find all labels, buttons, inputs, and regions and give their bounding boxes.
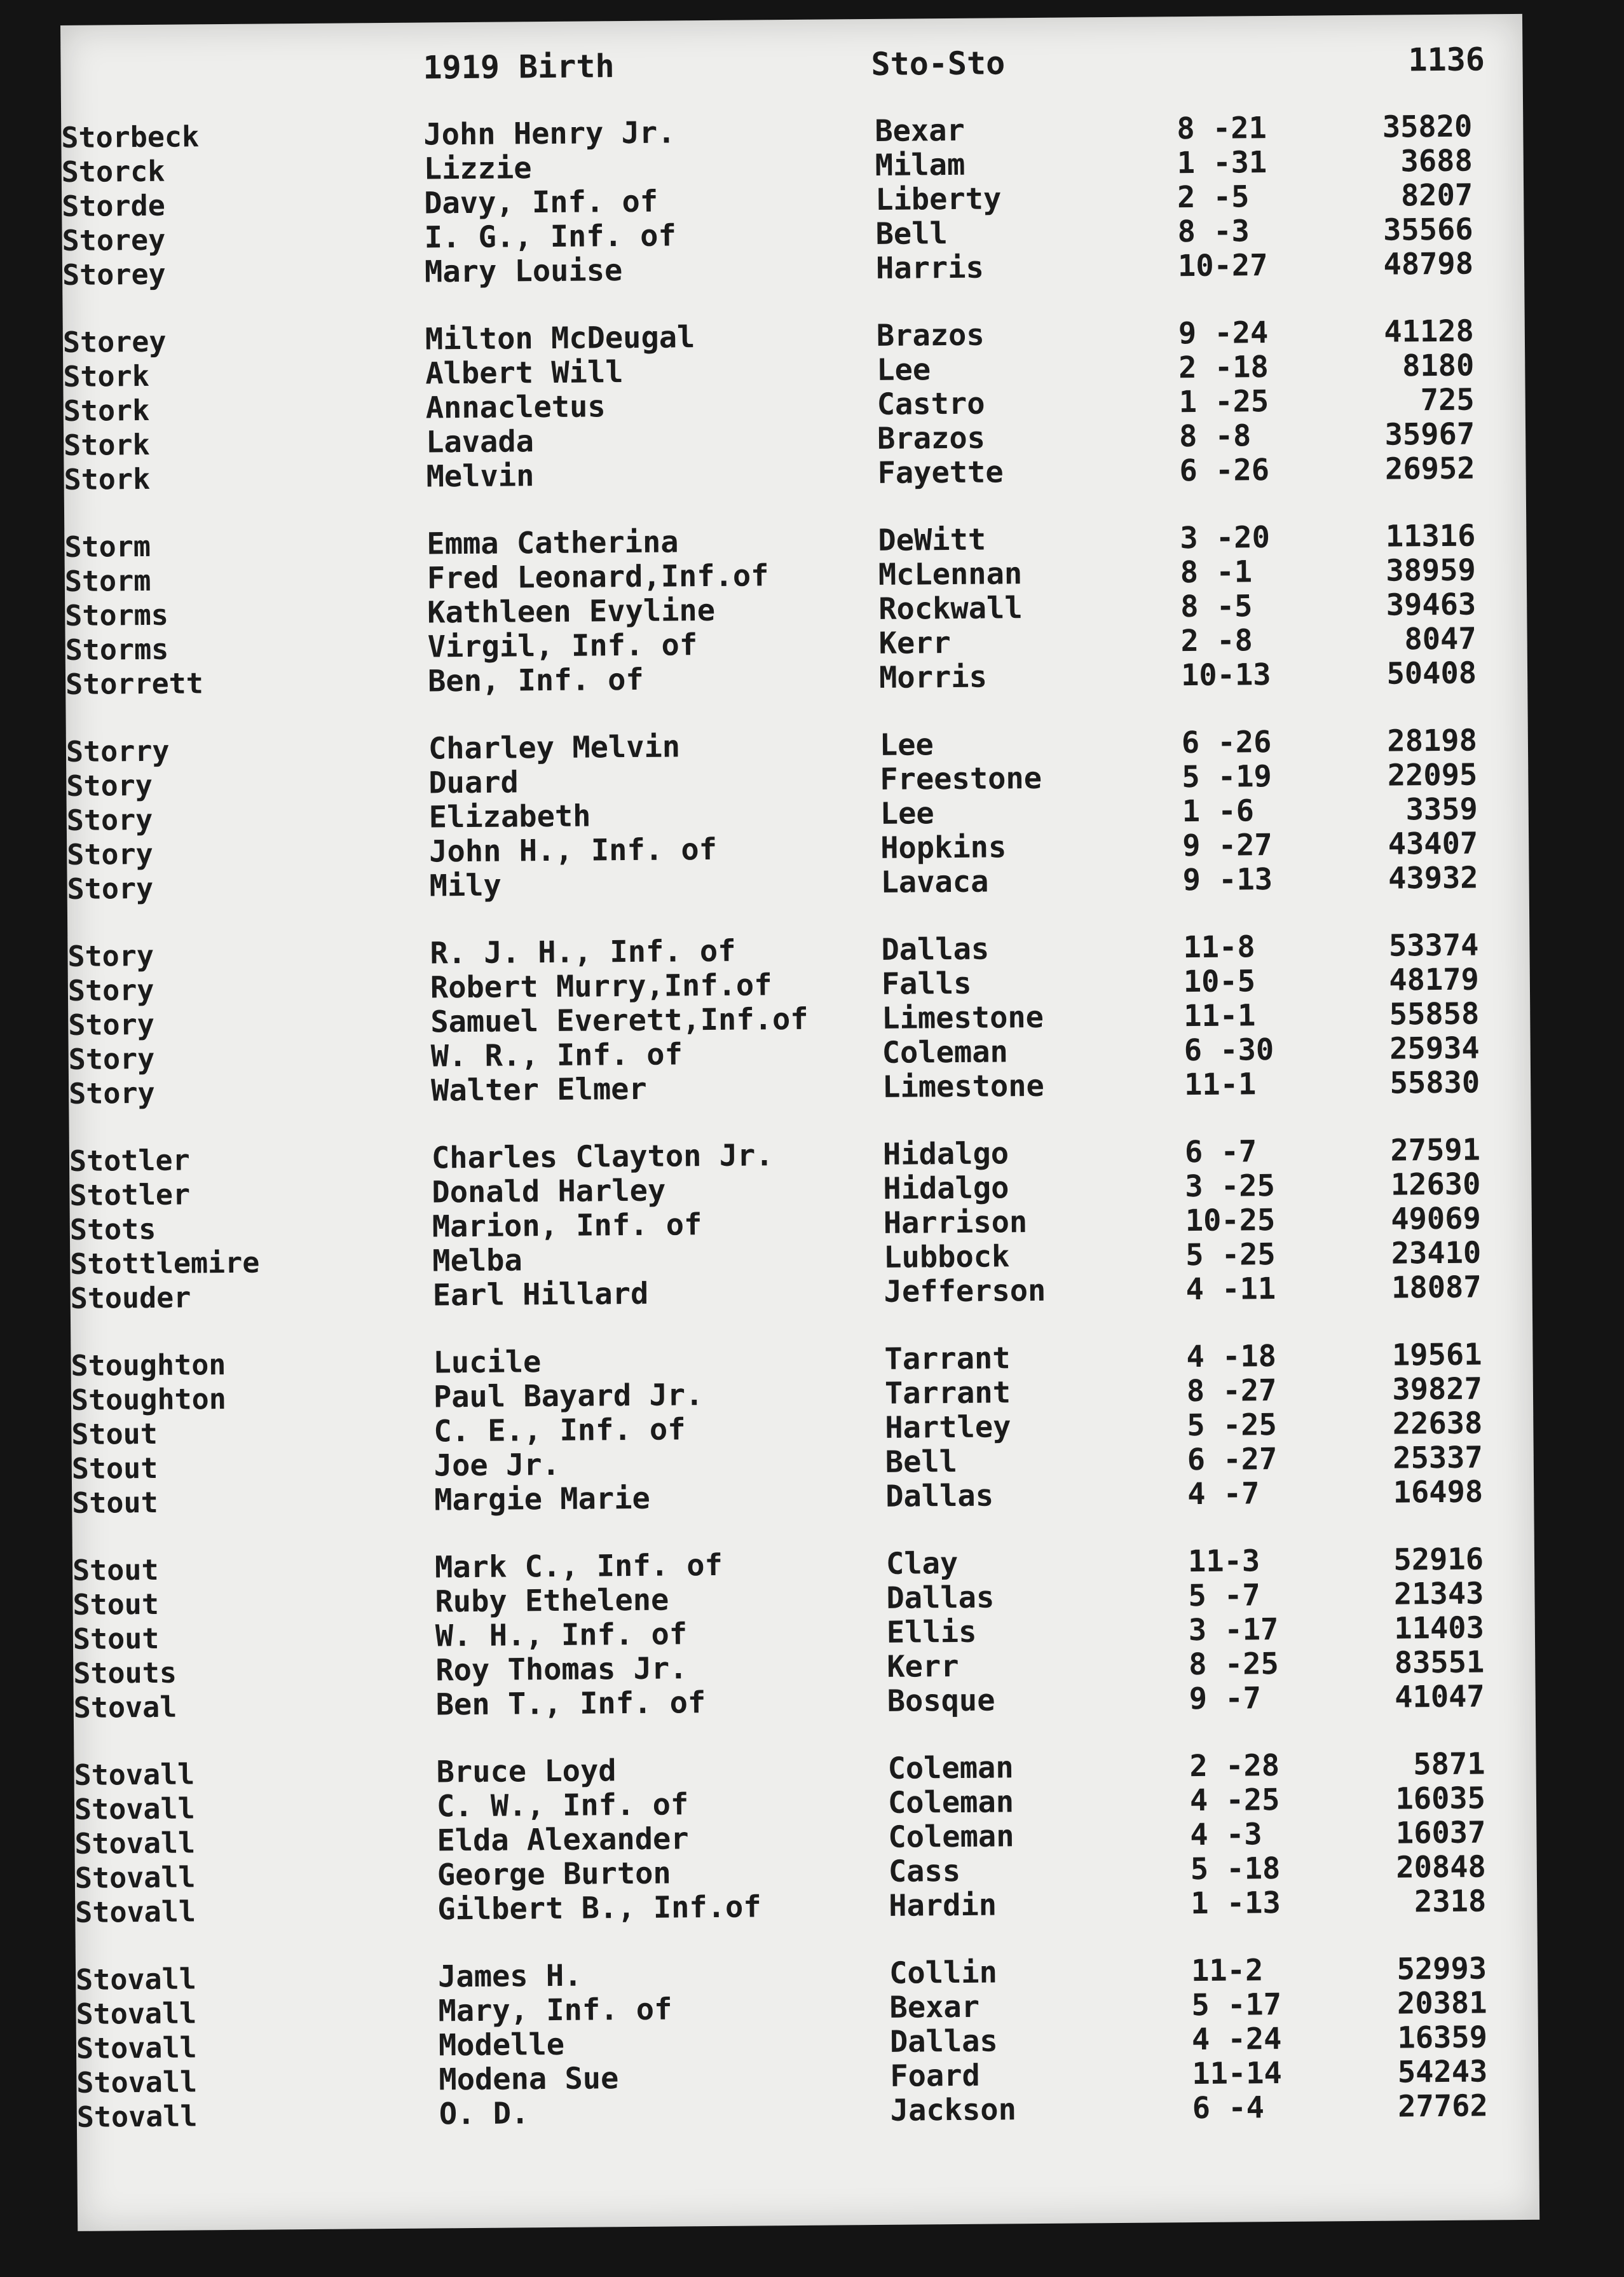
page-title: 1919 Birth	[423, 48, 615, 86]
given-name-cell: Elda Alexander	[437, 1821, 689, 1859]
surname-cell: Stovall	[76, 1996, 197, 2031]
given-name-cell: Melvin	[426, 458, 535, 495]
surname-cell: Stovall	[76, 2099, 198, 2134]
county-cell: McLennan	[878, 556, 1023, 592]
certificate-number-cell: 43407	[1388, 826, 1478, 862]
surname-cell: Storms	[65, 632, 169, 667]
birth-date-cell: 9 -24	[1178, 315, 1269, 352]
certificate-number-cell: 22638	[1392, 1405, 1483, 1442]
given-name-cell: Mary Louise	[424, 253, 623, 290]
county-cell: Bexar	[875, 113, 966, 149]
record-group	[63, 314, 1526, 497]
surname-cell: Story	[68, 1041, 155, 1076]
certificate-number-cell: 20848	[1396, 1849, 1487, 1885]
given-name-cell: Elizabeth	[428, 798, 591, 835]
given-name-cell: Mily	[429, 868, 502, 904]
given-name-cell: R. J. H., Inf. of	[430, 933, 736, 971]
given-name-cell: Emma Catherina	[426, 524, 679, 562]
county-cell: Limestone	[882, 1068, 1045, 1105]
certificate-number-cell: 21343	[1393, 1576, 1484, 1612]
given-name-cell: Lizzie	[423, 151, 532, 187]
county-cell: Bell	[885, 1444, 958, 1480]
surname-cell: Stoughton	[71, 1348, 226, 1383]
birth-date-cell: 1 -31	[1177, 145, 1267, 181]
given-name-cell: W. R., Inf. of	[430, 1037, 683, 1074]
page-header	[60, 41, 1523, 103]
county-cell: Dallas	[885, 1478, 994, 1514]
surname-cell: Stouts	[73, 1655, 177, 1690]
surname-range: Sto-Sto	[871, 44, 1006, 83]
certificate-number-cell: 20381	[1396, 1985, 1487, 2021]
surname-cell: Story	[67, 871, 154, 906]
birth-date-cell: 8 -3	[1177, 214, 1250, 250]
certificate-number-cell: 18087	[1391, 1269, 1482, 1306]
county-cell: Jefferson	[884, 1273, 1046, 1309]
birth-date-cell: 11-3	[1187, 1543, 1260, 1580]
given-name-cell: Charley Melvin	[428, 729, 681, 767]
surname-cell: Stovall	[76, 2030, 197, 2065]
given-name-cell: Annacletus	[425, 389, 606, 426]
certificate-number-cell: 35820	[1382, 109, 1473, 145]
county-cell: Dallas	[889, 2023, 998, 2060]
given-name-cell: Duard	[428, 765, 519, 801]
surname-cell: Stout	[71, 1416, 158, 1451]
given-name-cell: Mary, Inf. of	[438, 1992, 672, 2029]
certificate-number-cell: 48179	[1389, 962, 1480, 998]
index-page	[60, 14, 1539, 2231]
given-name-cell: Bruce Loyd	[436, 1753, 617, 1790]
certificate-number-cell: 50408	[1386, 655, 1477, 692]
county-cell: Cass	[888, 1853, 961, 1889]
surname-cell: Stots	[69, 1212, 156, 1247]
certificate-number-cell: 49069	[1391, 1201, 1482, 1237]
birth-date-cell: 6 -30	[1184, 1032, 1274, 1069]
certificate-number-cell: 27762	[1398, 2088, 1488, 2124]
surname-cell: Story	[67, 837, 153, 872]
certificate-number-cell: 54243	[1397, 2054, 1488, 2090]
birth-date-cell: 8 -25	[1189, 1646, 1279, 1683]
county-cell: Liberty	[875, 181, 1002, 217]
county-cell: Coleman	[882, 1034, 1009, 1070]
surname-cell: Stovall	[75, 1962, 197, 1997]
birth-date-cell: 8 -21	[1177, 111, 1267, 147]
certificate-number-cell: 8207	[1400, 177, 1473, 214]
given-name-cell: Robert Murry,Inf.of	[430, 968, 772, 1006]
birth-date-cell: 5 -17	[1191, 1987, 1282, 2023]
county-cell: Falls	[881, 966, 972, 1002]
county-cell: Limestone	[882, 999, 1044, 1036]
certificate-number-cell: 35566	[1382, 212, 1473, 248]
birth-date-cell: 3 -25	[1185, 1168, 1276, 1205]
surname-cell: Storm	[64, 529, 151, 564]
given-name-cell: Paul Bayard Jr.	[433, 1378, 704, 1415]
certificate-number-cell: 16035	[1395, 1781, 1486, 1817]
certificate-number-cell: 55830	[1389, 1065, 1480, 1101]
birth-date-cell: 10-25	[1185, 1203, 1276, 1239]
certificate-number-cell: 53374	[1388, 927, 1479, 964]
certificate-number-cell: 26952	[1384, 451, 1475, 487]
certificate-number-cell: 38959	[1386, 552, 1477, 589]
surname-cell: Stork	[64, 462, 151, 496]
birth-date-cell: 1 -6	[1182, 793, 1255, 830]
certificate-number-cell: 41047	[1395, 1679, 1485, 1715]
county-cell: Hartley	[885, 1409, 1011, 1446]
surname-cell: Story	[68, 1007, 155, 1042]
given-name-cell: Albert Will	[425, 355, 624, 392]
birth-date-cell: 4 -24	[1191, 2021, 1282, 2058]
given-name-cell: Ben T., Inf. of	[435, 1685, 706, 1723]
given-name-cell: Mark C., Inf. of	[434, 1547, 723, 1585]
given-name-cell: I. G., Inf. of	[424, 218, 677, 256]
county-cell: Coleman	[888, 1819, 1014, 1855]
county-cell: Collin	[889, 1955, 998, 1991]
birth-date-cell: 8 -5	[1180, 589, 1253, 625]
birth-date-cell: 8 -27	[1186, 1373, 1277, 1409]
certificate-number-cell: 52993	[1396, 1951, 1487, 1987]
given-name-cell: James H.	[437, 1958, 582, 1995]
surname-cell: Stovall	[74, 1757, 195, 1792]
surname-cell: Stoval	[73, 1690, 177, 1725]
surname-cell: Stovall	[74, 1826, 196, 1861]
surname-cell: Stork	[63, 359, 150, 393]
given-name-cell: Gilbert B., Inf.of	[437, 1889, 761, 1927]
birth-date-cell: 2 -5	[1177, 179, 1250, 215]
record-group	[66, 723, 1529, 906]
county-cell: Coleman	[887, 1784, 1014, 1821]
surname-cell: Stotler	[69, 1143, 190, 1178]
given-name-cell: O. D.	[439, 2096, 529, 2132]
certificate-number-cell: 39463	[1386, 587, 1477, 623]
county-cell: Hidalgo	[883, 1170, 1009, 1207]
birth-records	[61, 109, 1539, 2168]
certificate-number-cell: 19561	[1391, 1337, 1482, 1373]
given-name-cell: Ben, Inf. of	[427, 662, 644, 699]
surname-cell: Stouder	[70, 1280, 191, 1315]
surname-cell: Stout	[72, 1587, 160, 1622]
surname-cell: Stotler	[69, 1177, 191, 1212]
given-name-cell: Roy Thomas Jr.	[435, 1651, 688, 1688]
given-name-cell: Marion, Inf. of	[432, 1207, 702, 1245]
birth-date-cell: 4 -7	[1187, 1476, 1260, 1512]
certificate-number-cell: 5871	[1413, 1746, 1485, 1782]
surname-cell: Story	[66, 802, 153, 837]
given-name-cell: John H., Inf. of	[429, 831, 718, 870]
surname-cell: Stovall	[75, 1894, 196, 1929]
certificate-number-cell: 39827	[1392, 1371, 1483, 1407]
certificate-number-cell: 8180	[1402, 348, 1475, 384]
record-group	[69, 1133, 1532, 1316]
birth-date-cell: 1 -13	[1191, 1885, 1281, 1922]
birth-date-cell: 6 -26	[1181, 725, 1272, 761]
birth-date-cell: 6 -7	[1184, 1134, 1257, 1170]
birth-date-cell: 10-5	[1183, 964, 1256, 1000]
county-cell: Lee	[877, 352, 931, 388]
county-cell: Hidalgo	[882, 1136, 1009, 1172]
birth-date-cell: 8 -1	[1180, 554, 1253, 591]
county-cell: Lubbock	[884, 1239, 1010, 1275]
birth-date-cell: 2 -18	[1178, 350, 1269, 386]
surname-cell: Storry	[65, 734, 170, 769]
record-group	[71, 1337, 1534, 1521]
surname-cell: Story	[68, 1076, 155, 1111]
birth-date-cell: 11-1	[1184, 998, 1256, 1034]
given-name-cell: C. W., Inf. of	[436, 1787, 689, 1824]
birth-date-cell: 5 -18	[1190, 1851, 1281, 1887]
birth-date-cell: 2 -28	[1189, 1748, 1280, 1784]
given-name-cell: W. H., Inf. of	[435, 1617, 688, 1654]
birth-date-cell: 10-27	[1177, 248, 1268, 284]
certificate-number-cell: 8047	[1404, 621, 1477, 657]
surname-cell: Stovall	[74, 1860, 196, 1895]
surname-cell: Stork	[63, 393, 150, 428]
county-cell: Coleman	[887, 1750, 1014, 1786]
birth-date-cell: 5 -7	[1188, 1578, 1260, 1614]
certificate-number-cell: 55858	[1389, 996, 1480, 1032]
birth-date-cell: 4 -11	[1185, 1271, 1276, 1308]
given-name-cell: Modelle	[438, 2027, 565, 2063]
surname-cell: Story	[67, 973, 154, 1008]
birth-date-cell: 3 -17	[1188, 1612, 1279, 1648]
county-cell: Brazos	[877, 420, 986, 456]
county-cell: Tarrant	[884, 1341, 1011, 1377]
given-name-cell: C. E., Inf. of	[433, 1412, 686, 1449]
given-name-cell: Charles Clayton Jr.	[431, 1138, 774, 1176]
surname-cell: Stout	[72, 1621, 160, 1656]
certificate-number-cell: 11316	[1385, 518, 1476, 554]
county-cell: Kerr	[878, 626, 952, 661]
county-cell: Lavaca	[880, 864, 989, 900]
surname-cell: Storck	[61, 154, 165, 189]
given-name-cell: Lavada	[425, 424, 535, 460]
birth-date-cell: 9 -27	[1182, 828, 1273, 864]
county-cell: DeWitt	[878, 522, 986, 558]
surname-cell: Storey	[62, 324, 167, 359]
birth-date-cell: 5 -25	[1187, 1407, 1278, 1444]
birth-date-cell: 11-14	[1192, 2056, 1283, 2092]
county-cell: Rockwall	[878, 591, 1023, 627]
record-group	[72, 1542, 1536, 1725]
surname-cell: Stout	[72, 1485, 158, 1520]
county-cell: Tarrant	[884, 1375, 1011, 1411]
surname-cell: Storms	[65, 598, 169, 632]
given-name-cell: Donald Harley	[432, 1173, 666, 1210]
given-name-cell: Melba	[432, 1243, 522, 1279]
certificate-number-cell: 48798	[1383, 246, 1474, 282]
county-cell: Castro	[877, 386, 985, 422]
county-cell: Fayette	[877, 455, 1004, 491]
given-name-cell: Davy, Inf. of	[424, 184, 658, 221]
birth-date-cell: 8 -8	[1178, 418, 1252, 455]
county-cell: Dallas	[886, 1580, 995, 1616]
certificate-number-cell: 16359	[1397, 2020, 1488, 2056]
given-name-cell: Virgil, Inf. of	[427, 627, 698, 665]
surname-cell: Stovall	[76, 2065, 198, 2100]
certificate-number-cell: 27591	[1390, 1132, 1481, 1168]
county-cell: Milam	[875, 147, 966, 183]
given-name-cell: Fred Leonard,Inf.of	[426, 558, 769, 596]
surname-cell: Storey	[62, 222, 166, 257]
given-name-cell: George Burton	[437, 1856, 671, 1893]
county-cell: Hardin	[889, 1887, 997, 1924]
county-cell: Foard	[890, 2058, 981, 2094]
record-group	[64, 519, 1527, 702]
surname-cell: Stoughton	[71, 1382, 227, 1417]
county-cell: Harrison	[883, 1205, 1028, 1241]
county-cell: Freestone	[880, 760, 1042, 797]
county-cell: Kerr	[887, 1648, 959, 1685]
county-cell: Bexar	[889, 1989, 980, 2025]
record-group	[67, 928, 1531, 1111]
certificate-number-cell: 16037	[1395, 1815, 1486, 1851]
county-cell: Harris	[875, 250, 985, 286]
surname-cell: Storde	[62, 188, 166, 223]
county-cell: Hopkins	[880, 830, 1007, 866]
certificate-number-cell: 11403	[1394, 1610, 1485, 1646]
county-cell: Bell	[875, 216, 948, 252]
certificate-number-cell: 725	[1420, 382, 1475, 418]
birth-date-cell: 3 -20	[1180, 520, 1271, 556]
given-name-cell: Joe Jr.	[433, 1447, 561, 1484]
birth-date-cell: 2 -8	[1180, 623, 1253, 659]
certificate-number-cell: 25934	[1389, 1030, 1480, 1067]
given-name-cell: Milton McDeugal	[425, 320, 695, 357]
surname-cell: Storbeck	[61, 120, 200, 154]
birth-date-cell: 6 -26	[1179, 453, 1270, 489]
certificate-number-cell: 22095	[1387, 757, 1478, 793]
county-cell: Lee	[879, 727, 934, 763]
given-name-cell: John Henry Jr.	[423, 115, 676, 153]
certificate-number-cell: 3359	[1405, 791, 1478, 828]
county-cell: Jackson	[890, 2092, 1017, 2128]
given-name-cell: Walter Elmer	[430, 1071, 647, 1109]
surname-cell: Stout	[72, 1552, 159, 1587]
county-cell: Lee	[880, 796, 934, 831]
certificate-number-cell: 41128	[1384, 313, 1475, 350]
certificate-number-cell: 83551	[1394, 1644, 1485, 1681]
certificate-number-cell: 35967	[1384, 416, 1475, 453]
birth-date-cell: 6 -27	[1187, 1442, 1278, 1478]
birth-date-cell: 6 -4	[1192, 2090, 1265, 2126]
birth-date-cell: 9 -7	[1189, 1681, 1262, 1717]
birth-date-cell: 1 -25	[1178, 384, 1269, 420]
surname-cell: Story	[66, 768, 153, 803]
record-group	[74, 1747, 1537, 1930]
given-name-cell: Modena Sue	[439, 2061, 619, 2098]
county-cell: Morris	[878, 659, 988, 695]
birth-date-cell: 10-13	[1180, 657, 1271, 694]
given-name-cell: Samuel Everett,Inf.of	[430, 1001, 809, 1040]
birth-date-cell: 11-8	[1183, 929, 1255, 966]
birth-date-cell: 5 -19	[1182, 759, 1273, 795]
surname-cell: Stout	[71, 1451, 158, 1486]
certificate-number-cell: 25337	[1393, 1440, 1483, 1476]
birth-date-cell: 5 -25	[1185, 1237, 1276, 1273]
surname-cell: Storrett	[65, 666, 204, 701]
given-name-cell: Ruby Ethelene	[435, 1582, 669, 1620]
county-cell: Ellis	[886, 1614, 977, 1650]
certificate-number-cell: 43932	[1388, 860, 1478, 896]
county-cell: Brazos	[876, 317, 985, 353]
county-cell: Bosque	[887, 1683, 995, 1719]
certificate-number-cell: 16498	[1393, 1474, 1484, 1510]
record-group	[61, 109, 1524, 292]
birth-date-cell: 4 -3	[1190, 1817, 1262, 1853]
given-name-cell: Lucile	[433, 1344, 542, 1381]
given-name-cell: Kathleen Evyline	[427, 592, 716, 631]
birth-date-cell: 11-2	[1191, 1953, 1264, 1989]
certificate-number-cell: 3688	[1400, 143, 1473, 179]
birth-date-cell: 4 -18	[1186, 1339, 1277, 1375]
birth-date-cell: 4 -25	[1189, 1782, 1280, 1819]
certificate-number-cell: 2318	[1414, 1884, 1487, 1920]
surname-cell: Stottlemire	[70, 1245, 260, 1281]
certificate-number-cell: 12630	[1390, 1166, 1481, 1203]
given-name-cell: Margie Marie	[434, 1480, 651, 1518]
page-number: 1136	[1408, 41, 1485, 79]
county-cell: Clay	[885, 1545, 959, 1582]
certificate-number-cell: 23410	[1391, 1235, 1482, 1271]
record-group	[76, 1952, 1539, 2135]
surname-cell: Storm	[64, 563, 151, 598]
surname-cell: Storey	[62, 257, 166, 292]
surname-cell: Stork	[63, 427, 150, 462]
certificate-number-cell: 52916	[1393, 1542, 1484, 1578]
surname-cell: Stovall	[74, 1791, 195, 1826]
given-name-cell: Earl Hillard	[432, 1276, 649, 1313]
surname-cell: Story	[67, 938, 154, 973]
birth-date-cell: 11-1	[1184, 1067, 1257, 1103]
birth-date-cell: 9 -13	[1182, 862, 1273, 898]
county-cell: Dallas	[881, 931, 990, 968]
certificate-number-cell: 28198	[1387, 723, 1478, 759]
